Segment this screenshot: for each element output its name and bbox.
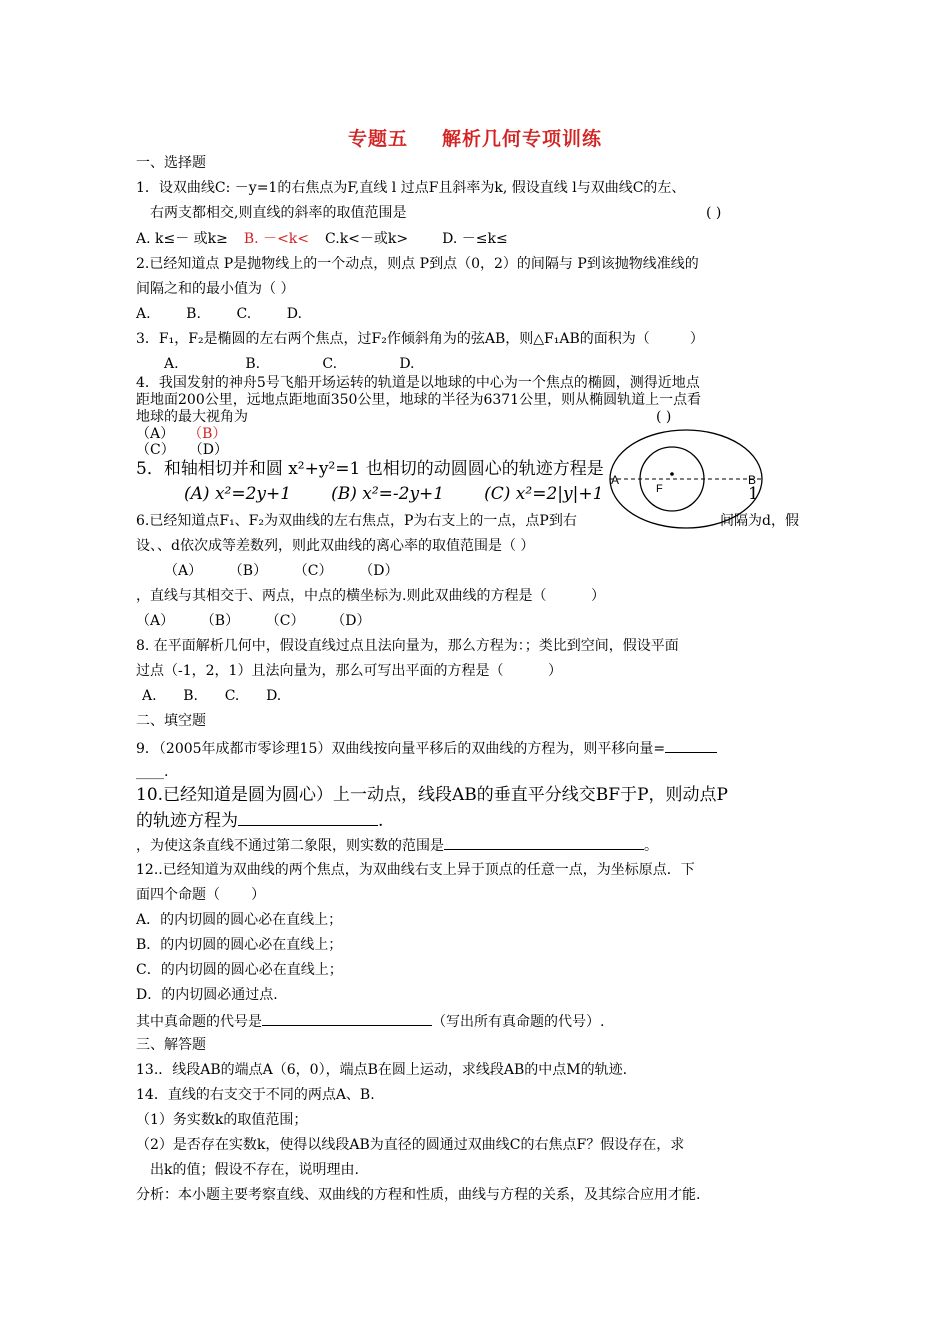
section-solve: 三、解答题 [136, 1037, 206, 1053]
q5-options [184, 484, 603, 504]
q12-option-c: C．的内切圆的圆心必在直线上； [136, 962, 343, 978]
q8-options: A. B. C. D. [142, 688, 282, 704]
q1-line1: 1．设双曲线C: －y=1的右焦点为F,直线 l 过点F且斜率为k, 假设直线 l与双曲线C的左、 [136, 180, 686, 196]
q1-option-c: C.k<－或k> [325, 231, 409, 247]
q9-line1 [136, 737, 717, 759]
q1-option-b: B. －<k< [243, 231, 310, 247]
title-part2: 解析几何专项训练 [442, 128, 603, 150]
q2-options: A. B. C. D. [136, 306, 302, 322]
q3-line1: 3．F₁，F₂是椭圆的左右两个焦点，过F₂作倾斜角为的弦AB，则△F₁AB的面积为（ ） [136, 331, 704, 347]
page-title [0, 124, 950, 151]
q6-line2: 设、、d依次成等差数列，则此双曲线的离心率的取值范围是（ ） [136, 538, 535, 554]
q4-paren: ( ) [656, 409, 672, 425]
q1-option-d: D. －≤k≤ [442, 231, 508, 247]
q12-option-a: A．的内切圆的圆心必在直线上； [136, 912, 343, 928]
q1-line2: 右两支都相交,则直线的斜率的取值范围是 [150, 205, 407, 221]
q10-line2 [136, 810, 383, 831]
q5-line1: 5．和轴相切并和圆 x²+y²=1 也相切的动圆圆心的轨迹方程是 [136, 459, 604, 479]
q14-part2-line1: （2）是否存在实数k，使得以线段AB为直径的圆通过双曲线C的右焦点F？假设存在，求 [136, 1137, 685, 1153]
q6-line1: 6.已经知道点F₁、F₂为双曲线的左右焦点，P为右支上的一点，点P到右 [136, 513, 577, 529]
q5-option-a: (A) x²=2y+1 [184, 484, 292, 504]
q12-answer-prefix: 其中真命题的代号是 [136, 1014, 262, 1030]
q5-option-c: (C) x²=2|y|+1 [484, 484, 604, 504]
section-fill: 二、填空题 [136, 713, 206, 729]
q6-line1-end: 间隔为d，假 [720, 513, 799, 529]
q10-blank [238, 810, 378, 826]
section-choice: 一、选择题 [136, 155, 206, 171]
q1-option-a: A. k≤－ 或k≥ [136, 231, 228, 247]
q11-text: ，为使这条直线不通过第二象限，则实数的范围是 [136, 838, 444, 854]
q4-option-b: （B） [188, 426, 227, 442]
q4-options-cd [136, 440, 228, 460]
q4-option-a: （A） [136, 426, 175, 442]
q4-option-c: （C） [136, 442, 175, 458]
q12-option-b: B．的内切圆的圆心必在直线上； [136, 937, 343, 953]
q12-answer-blank [262, 1010, 432, 1026]
q11-blank [444, 834, 644, 850]
q9-line2: ____. [136, 764, 169, 780]
q1-paren: ( ) [706, 205, 722, 221]
q12-option-d: D．的内切圆必通过点. [136, 987, 278, 1003]
q9-text: 9．（2005年成都市零诊理15）双曲线按向量平移后的双曲线的方程为，则平移向量= [136, 741, 666, 757]
q7-options: （A） （B） （C） （D） [136, 613, 371, 629]
q8-line1: 8. 在平面解析几何中，假设直线过点且法向量为，那么方程为：；类比到空间，假设平面 [136, 638, 679, 654]
title-part1: 专题五 [347, 128, 408, 150]
q1-options [136, 229, 508, 249]
q5-tail: 1 [748, 484, 759, 504]
q3-options: A. B. C. D. [164, 356, 415, 372]
q13-line1: 13.．线段AB的端点A（6，0），端点B在圆上运动，求线段AB的中点M的轨迹. [136, 1062, 628, 1078]
q7-line1: ，直线与其相交于、两点，中点的横坐标为.则此双曲线的方程是（ ） [136, 588, 605, 604]
q4-line3: 地球的最大视角为 [136, 409, 248, 425]
q12-line2: 面四个命题（ ） [136, 887, 266, 903]
q4-line2: 距地面200公里，远地点距地面350公里，地球的半径为6371公里，则从椭圆轨道上一点看 [136, 392, 702, 408]
q11-end: 。 [644, 838, 658, 854]
q14-part1: （1）务实数k的取值范围； [136, 1112, 308, 1128]
q4-line1: 4．我国发射的神舟5号飞船开场运转的轨道是以地球的中心为一个焦点的椭圆，测得近地点 [136, 375, 700, 391]
focus-dot [670, 472, 674, 476]
q2-line2: 间隔之和的最小值为（ ） [136, 281, 295, 297]
q12-answer-line [136, 1010, 604, 1032]
q12-line1: 12..已经知道为双曲线的两个焦点，为双曲线右支上异于顶点的任意一点，为坐标原点．下 [136, 862, 695, 878]
q9-blank [665, 737, 717, 753]
q14-line1: 14．直线的右支交于不同的两点A、B. [136, 1087, 375, 1103]
label-a: A [611, 473, 620, 487]
label-b: B [748, 473, 757, 487]
q5-option-b: (B) x²=-2y+1 [331, 484, 445, 504]
q8-line2: 过点（-1，2，1）且法向量为，那么可写出平面的方程是（ ） [136, 663, 562, 679]
label-f: F [656, 483, 663, 495]
q11-line1 [136, 834, 658, 856]
q2-line1: 2.已经知道点 P是抛物线上的一个动点，则点 P到点（0，2）的间隔与 P到该抛物线准线的 [136, 256, 699, 272]
q10-text: 的轨迹方程为 [136, 811, 238, 831]
q14-analysis: 分析：本小题主要考察直线、双曲线的方程和性质，曲线与方程的关系，及其综合应用才能. [136, 1187, 701, 1203]
q6-options: （A） （B） （C） （D） [164, 563, 399, 579]
q14-part2-line2: 出k的值；假设不存在，说明理由. [150, 1162, 359, 1178]
q10-line1: 10.已经知道是圆为圆心）上一动点，线段AB的垂直平分线交BF于P，则动点P [136, 785, 728, 805]
q10-end: . [378, 811, 384, 831]
q12-answer-suffix: （写出所有真命题的代号）. [432, 1014, 605, 1030]
q4-option-d: （D） [188, 442, 228, 458]
